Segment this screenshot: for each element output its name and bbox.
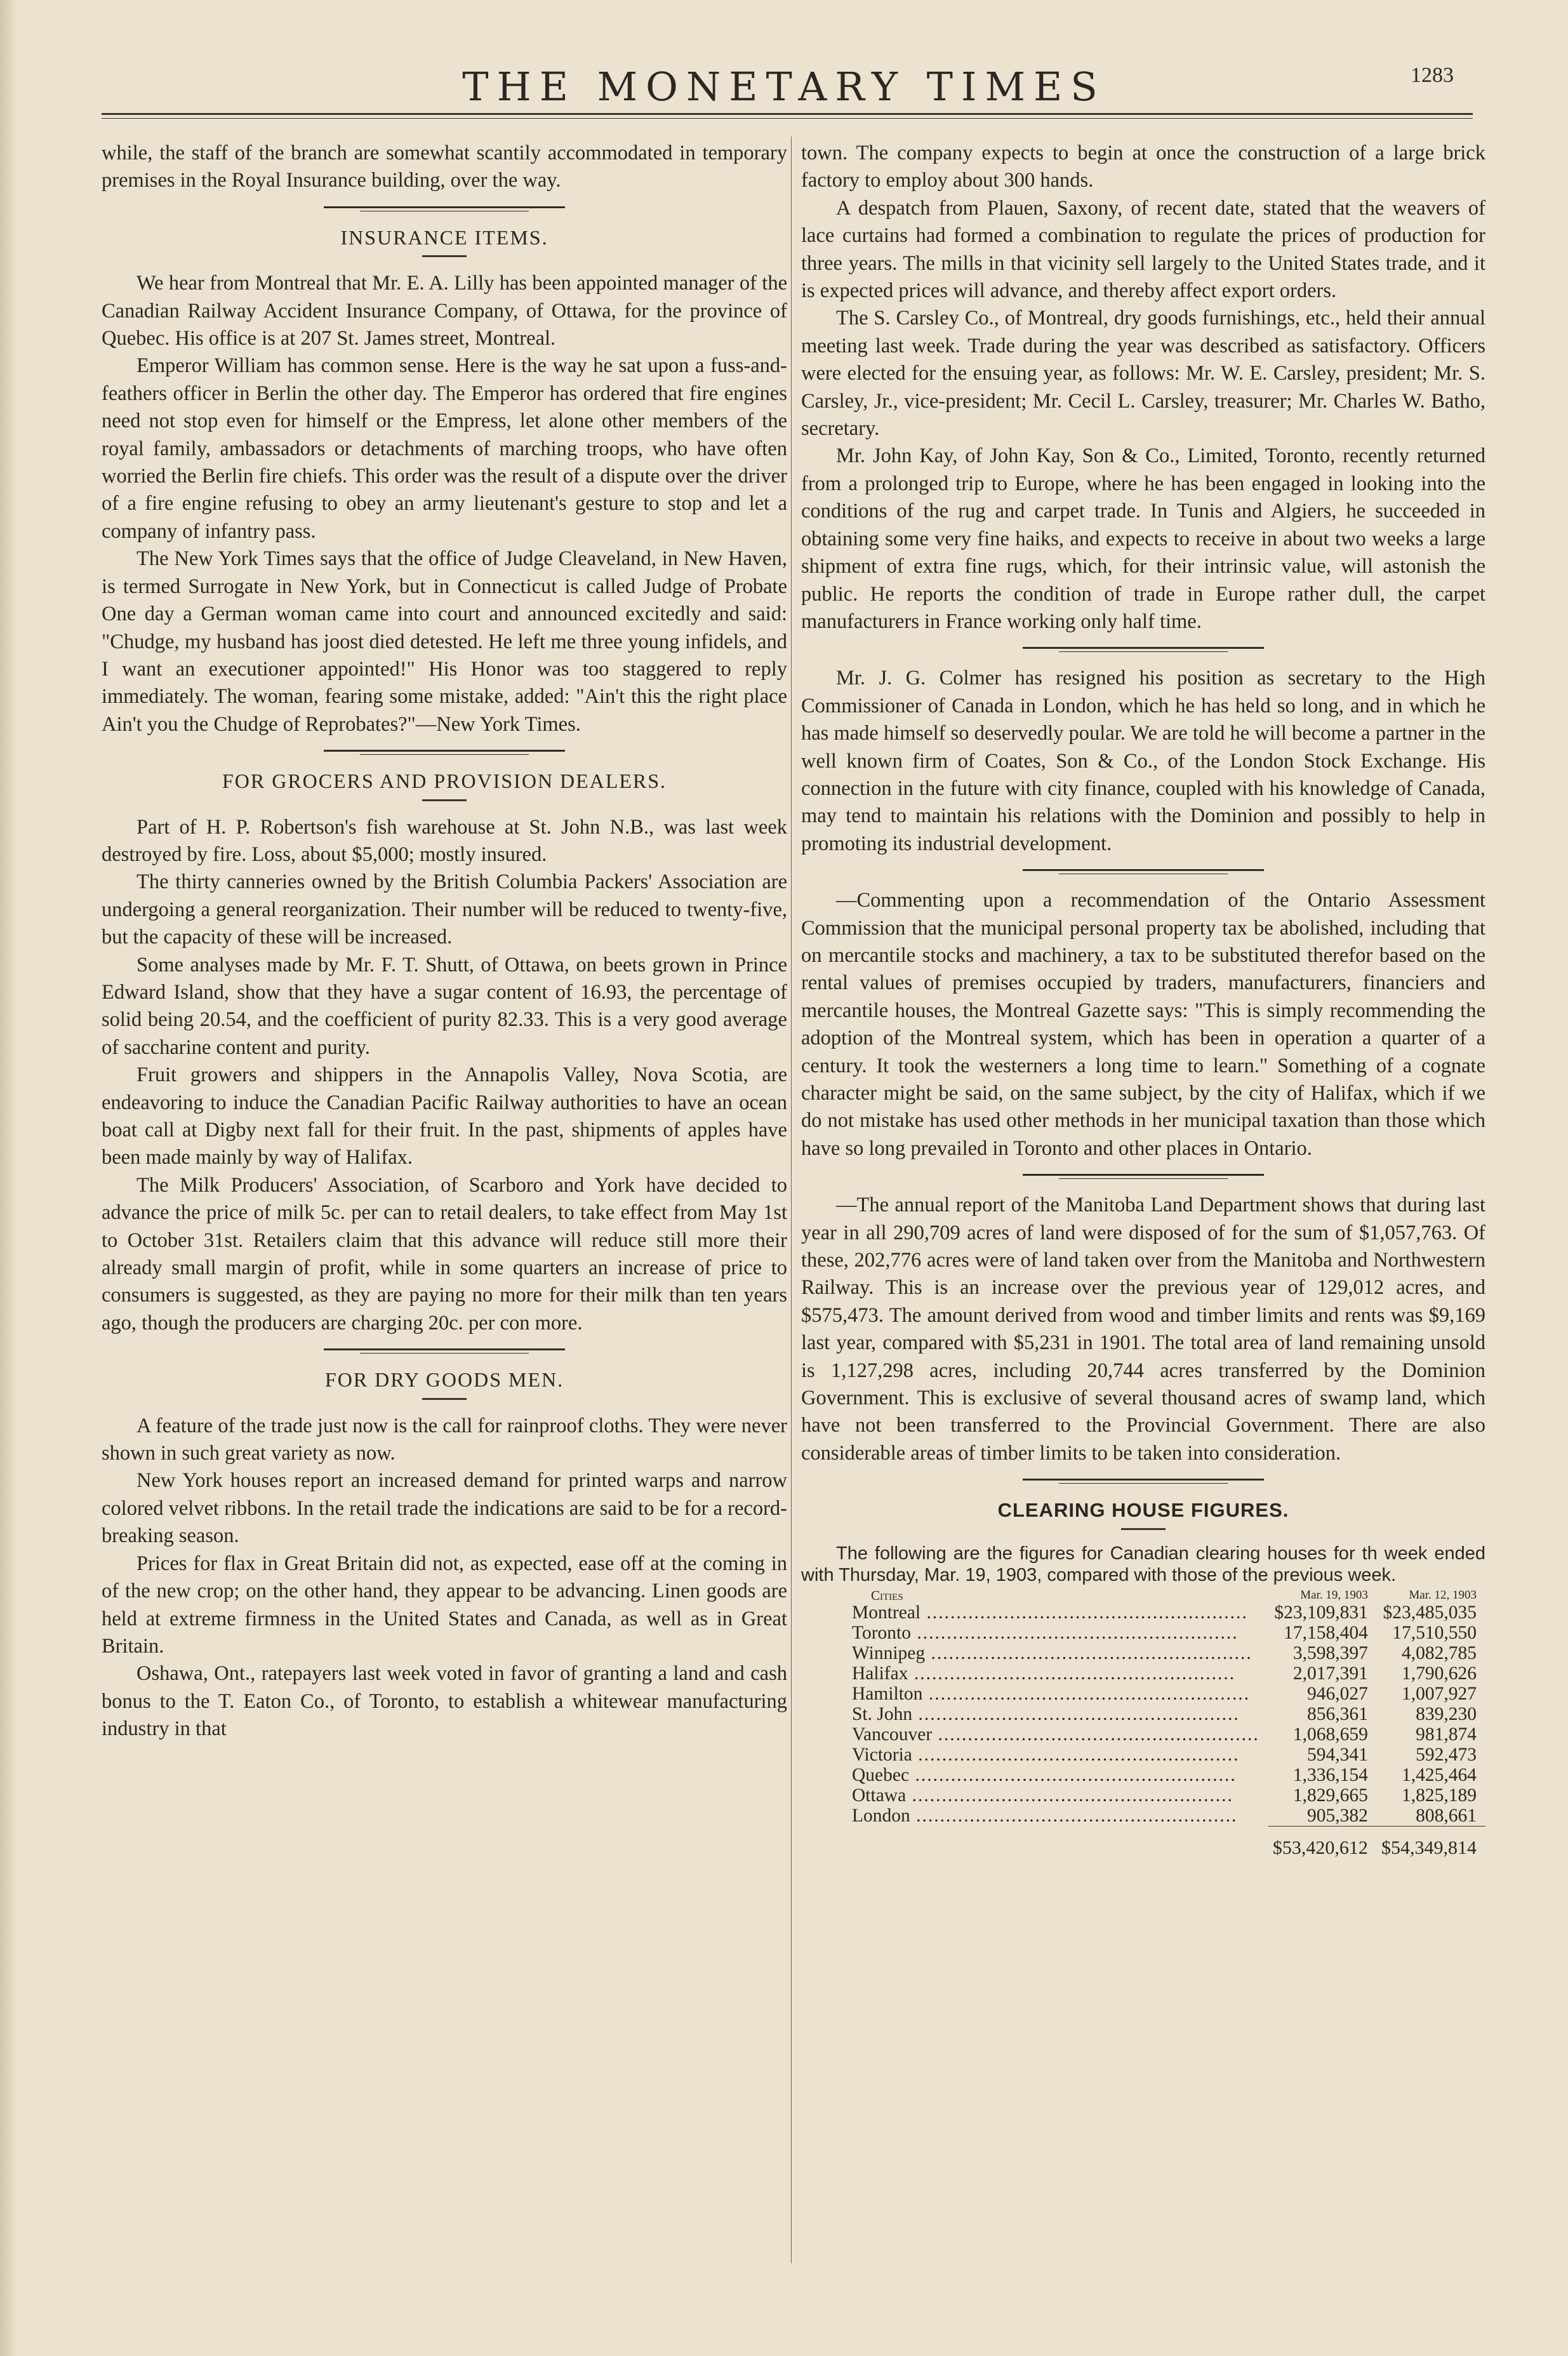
city-name: Ottawa .....: [852, 1785, 1233, 1806]
column-header-mar12: Mar. 12, 1903: [1409, 1588, 1477, 1602]
left-column: [102, 140, 787, 1743]
article-paragraph: Emperor William has common sense. Here is the way he sat upon a fuss-and-feathers officer in Berlin the other day. The Emperor has ordered that fire engines need not stop even for himself or the Empress, let alone other members of the royal family, ambassadors or detachments of marching troops, who have often worried the Berlin fire chiefs. This order was the result of a dispute over the driver of a fire engine refusing to obey an army lieutenant's gesture to stop and let a company of infantry pass.: [102, 354, 787, 543]
article-paragraph: The thirty canneries owned by the British Columbia Packers' Association are undergoing a general reorganization. Their number will be reduced to twenty-five, but the capacity of these will be increased.: [102, 870, 787, 949]
article-paragraph: New York houses report an increased demand for printed warps and narrow colored velvet ribbons. In the retail trade the indications are said to be for a record-breaking season.: [102, 1469, 787, 1548]
table-row: [801, 1765, 1485, 1785]
table-row: [801, 1623, 1485, 1643]
value-mar19: 3,598,397: [1292, 1642, 1368, 1663]
value-mar12: 981,874: [1416, 1724, 1477, 1745]
value-mar12: 592,473: [1416, 1744, 1477, 1765]
value-mar12: 17,510,550: [1392, 1622, 1477, 1643]
city-cell: [801, 1602, 1268, 1623]
city-name: Montreal .....: [852, 1602, 1248, 1623]
page-edge-shadow: [0, 0, 18, 2356]
city-cell: [801, 1745, 1268, 1765]
article-paragraph: Prices for flax in Great Britain did not, as expected, ease off at the coming in of the new crop; on the other hand, they appear to be advancing. Linen goods are held at extreme firmness in the United States and Canada, as well as in Great Britain.: [102, 1552, 787, 1658]
value-mar19: 1,829,665: [1292, 1785, 1368, 1806]
section-separator: [324, 750, 565, 755]
total-label-cell: [801, 1826, 1268, 1858]
value-mar19: 905,382: [1307, 1805, 1368, 1826]
section-separator: [1023, 1174, 1264, 1179]
article-paragraph: The New York Times says that the office of Judge Cleaveland, in New Haven, is termed Surrogate in New York, but in Connecticut is called Judge of Probate One day a German woman came into court and announced excitedly and said: "Chudge, my husband has joost died detested. He left me three young infidels, and I want an executioner appointed!" His Honor was too staggered to reply immediately. The woman, fearing some mistake, added: "Ain't this the right place Ain't you the Chudge of Reprobates?"—New York Times.: [102, 547, 787, 736]
value-mar12: 4,082,785: [1402, 1642, 1477, 1663]
clearing-header-row: [801, 1588, 1485, 1602]
city-cell: [801, 1765, 1268, 1785]
value-mar12: 1,007,927: [1402, 1683, 1477, 1704]
table-row: [801, 1704, 1485, 1724]
article-paragraph: The Milk Producers' Association, of Scarboro and York have decided to advance the price of milk 5c. per can to retail dealers, to take effect from May 1st to October 31st. Retailers claim that this advance will reduce still more their already small margin of profit, while in some quarters an increase of price to consumers is suggested, as they are paying no more for their milk than ten years ago, though the producers are charging 20c. per con more.: [102, 1173, 787, 1334]
value-mar12: 839,230: [1416, 1703, 1477, 1724]
column-header-cities: Cities: [871, 1587, 903, 1603]
section-separator: [324, 1348, 565, 1354]
heading-dash: [422, 1398, 467, 1400]
value-mar12: 1,790,626: [1402, 1663, 1477, 1684]
article-paragraph: Mr. J. G. Colmer has resigned his position as secretary to the High Commissioner of Canada in London, which he has held so long, and in which he has made himself so deservedly poular. We are told he will become a partner in the well known firm of Coates, Son & Co., of the London Stock Exchange. His connection in the future with city finance, coupled with his knowledge of Canada, may tend to maintain his relations with the Dominion and possibly to help in promoting its industrial development.: [801, 667, 1485, 855]
section-heading-clearing: CLEARING HOUSE FIGURES.: [997, 1499, 1289, 1522]
value-mar19: 17,158,404: [1284, 1622, 1368, 1643]
heading-dash: [422, 799, 467, 801]
article-paragraph: Oshawa, Ont., ratepayers last week voted in favor of granting a land and cash bonus to the T. Eaton Co., of Toronto, to establish a whitewear manufacturing industry in that: [102, 1662, 787, 1741]
table-row: [801, 1684, 1485, 1704]
value-mar12: 1,425,464: [1402, 1764, 1477, 1785]
section-separator: [324, 206, 565, 211]
city-name: London .....: [852, 1806, 1237, 1826]
section-separator: [1023, 869, 1264, 874]
masthead: [95, 63, 1473, 127]
section-heading-insurance: INSURANCE ITEMS.: [340, 225, 548, 249]
city-cell: [801, 1684, 1268, 1704]
section-heading-drygoods: FOR DRY GOODS MEN.: [324, 1368, 564, 1392]
article-paragraph: Fruit growers and shippers in the Annapolis Valley, Nova Scotia, are endeavoring to induce the Canadian Pacific Railway authorities to have an ocean boat call at Digby next fall for their fruit. In the past, shipments of apples have been made mainly by way of Halifax.: [102, 1063, 787, 1169]
article-paragraph: Mr. John Kay, of John Kay, Son & Co., Limited, Toronto, recently returned from a prolonged trip to Europe, where he has been engaged in looking into the conditions of the rug and carpet trade. In Tunis and Algiers, he succeeded in obtaining some very fine haiks, and expects to receive in about two weeks a large shipment of extra fine rugs, which, for their intrinsic value, will astonish the public. He reports the condition of trade in Europe rather dull, the carpet manufacturers in France working only half time.: [801, 444, 1485, 633]
clearing-intro: The following are the figures for Canadian clearing houses for th week ended with Thursday, Mar. 19, 1903, compared with those of the previous week.: [801, 1543, 1485, 1585]
city-name: Victoria .....: [852, 1745, 1240, 1765]
table-row: [801, 1745, 1485, 1765]
column-divider: [791, 136, 792, 2263]
city-cell: [801, 1663, 1268, 1684]
article-paragraph: We hear from Montreal that Mr. E. A. Lilly has been appointed manager of the Canadian Railway Accident Insurance Company, of Ottawa, for the province of Quebec. His office is at 207 St. James street, Montreal.: [102, 272, 787, 350]
value-mar19: 946,027: [1307, 1683, 1368, 1704]
city-name: Toronto .....: [852, 1623, 1239, 1643]
value-mar12: $23,485,035: [1383, 1602, 1477, 1623]
table-row: [801, 1806, 1485, 1827]
value-mar19: 856,361: [1307, 1703, 1368, 1724]
right-column: [801, 140, 1485, 1858]
value-mar12: 1,825,189: [1402, 1785, 1477, 1806]
clearing-table: [801, 1588, 1485, 1858]
value-mar19: $23,109,831: [1274, 1602, 1368, 1623]
article-paragraph: —Commenting upon a recommendation of the Ontario Assessment Commission that the municipal personal property tax be abolished, including that on mercantile stocks and machinery, a tax to be substituted therefor based on the rental values of premises occupied by traders, manufacturers, financiers and mercantile houses, the Montreal Gazette says: "This is simply recommending the adoption of the Montreal system, which has been in operation a quarter of a century. It took the westerners a long time to learn." Something of a cognate character might be said, on the same subject, by the city of Halifax, which if we do not mistake has used other methods in her municipal taxation than those which have so long prevailed in Toronto and other places in Ontario.: [801, 889, 1485, 1160]
value-mar12: 808,661: [1416, 1805, 1477, 1826]
city-cell: [801, 1724, 1268, 1745]
continued-paragraph: while, the staff of the branch are somewhat scantily accommodated in temporary premises in the Royal Insurance building, over the way.: [102, 142, 787, 192]
heading-dash: [422, 255, 467, 257]
total-mar19: $53,420,612: [1268, 1826, 1377, 1858]
city-cell: [801, 1704, 1268, 1724]
city-cell: [801, 1623, 1268, 1643]
city-name: Vancouver .....: [852, 1724, 1259, 1745]
page-number: 1283: [1411, 63, 1454, 87]
table-row: [801, 1785, 1485, 1806]
article-paragraph: A feature of the trade just now is the call for rainproof cloths. They were never shown in such great variety as now.: [102, 1414, 787, 1465]
value-mar19: 2,017,391: [1292, 1663, 1368, 1684]
publication-title: THE MONETARY TIMES: [462, 63, 1106, 110]
city-name: Quebec .....: [852, 1765, 1237, 1785]
table-row: [801, 1663, 1485, 1684]
table-row: [801, 1643, 1485, 1663]
article-paragraph: A despatch from Plauen, Saxony, of recent date, stated that the weavers of lace curtains had formed a combination to regulate the prices of production for three years. The mills in that vicinity sell largely to the United States trade, and it is expected prices will advance, and thereby affect export orders.: [801, 196, 1485, 303]
city-cell: [801, 1643, 1268, 1663]
continued-paragraph: town. The company expects to begin at once the construction of a large brick factory to employ about 300 hands.: [801, 142, 1485, 192]
city-name: Halifax .....: [852, 1663, 1235, 1684]
article-paragraph: The S. Carsley Co., of Montreal, dry goods furnishings, etc., held their annual meeting last week. Trade during the year was described as satisfactory. Officers were elected for the ensuing year, as follows: Mr. W. E. Carsley, president; Mr. S. Carsley, Jr., vice-president; Mr. Cecil L. Carsley, treasurer; Mr. Charles W. Batho, secretary.: [801, 307, 1485, 441]
table-row: [801, 1724, 1485, 1745]
article-paragraph: —The annual report of the Manitoba Land Department shows that during last year in all 290,709 acres of land were disposed of for the sum of $1,057,763. Of these, 202,776 acres were of land taken over from the Manitoba and Northwestern Railway. This is an increase over the previous year of 129,012 acres, and $575,473. The amount derived from wood and timber limits and rents was $9,169 last year, compared with $5,231 in 1901. The total area of land remaining unsold is 1,127,298 acres, including 20,744 acres transferred by the Dominion Government. This is exclusive of several thousand acres of swamp land, which have not been transferred to the Provincial Government. There are also considerable areas of timber limits to be taken into consideration.: [801, 1194, 1485, 1465]
value-mar19: 1,068,659: [1292, 1724, 1368, 1745]
value-mar19: 1,336,154: [1292, 1764, 1368, 1785]
clearing-total-row: [801, 1826, 1485, 1858]
article-paragraph: Some analyses made by Mr. F. T. Shutt, of Ottawa, on beets grown in Prince Edward Island, show that they have a sugar content of 16.93, the percentage of solid being 20.54, and the coefficient of purity 82.33. This is a very good average of saccharine content and purity.: [102, 953, 787, 1059]
city-name: Winnipeg .....: [852, 1643, 1252, 1663]
article-paragraph: Part of H. P. Robertson's fish warehouse at St. John N.B., was last week destroyed by fire. Loss, about $5,000; mostly insured.: [102, 815, 787, 866]
city-name: Hamilton .....: [852, 1684, 1250, 1704]
header-rule: [102, 113, 1473, 115]
heading-dash: [1121, 1528, 1166, 1530]
section-separator: [1023, 1479, 1264, 1484]
column-header-mar19: Mar. 19, 1903: [1300, 1588, 1368, 1602]
clearing-body: [801, 1602, 1485, 1827]
total-mar12: $54,349,814: [1377, 1826, 1485, 1858]
city-cell: [801, 1785, 1268, 1806]
table-row: [801, 1602, 1485, 1623]
city-name: St. John .....: [852, 1704, 1240, 1724]
header-rule-thin: [102, 118, 1473, 119]
city-cell: [801, 1806, 1268, 1827]
value-mar19: 594,341: [1307, 1744, 1368, 1765]
section-separator: [1023, 647, 1264, 652]
section-heading-grocers: FOR GROCERS AND PROVISION DEALERS.: [222, 769, 667, 793]
